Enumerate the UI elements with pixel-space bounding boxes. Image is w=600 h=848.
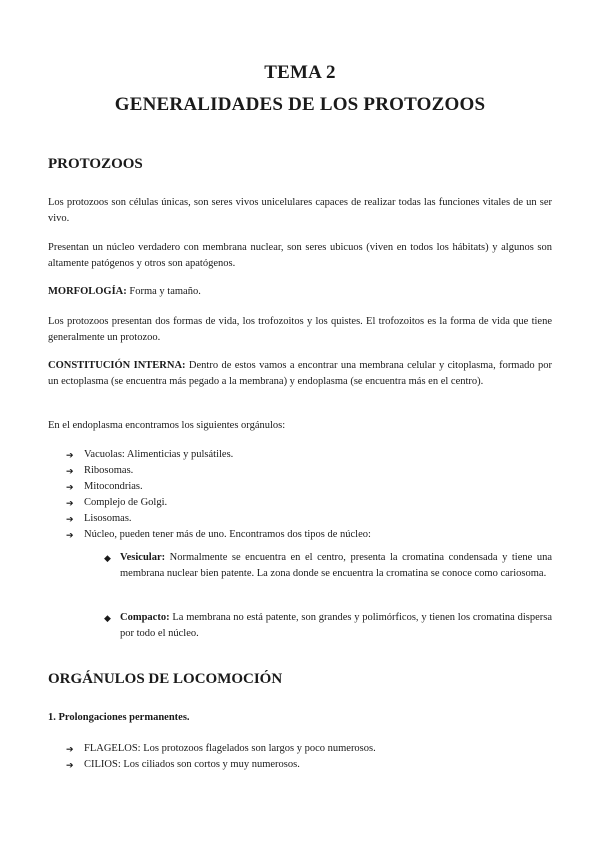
diamond-icon: ◆	[104, 553, 111, 563]
list-item	[66, 527, 552, 543]
compacto-text: La membrana no está patente, son grandes y polimórficos, y tienen los cromatina dispersa por todo el núcleo.	[120, 612, 552, 639]
compacto-label: Compacto:	[120, 612, 170, 623]
arrow-icon: ➔	[66, 482, 74, 492]
list-item-text: Mitocondrias.	[84, 481, 143, 492]
paragraph-constitucion	[48, 358, 552, 390]
title-line-2: GENERALIDADES DE LOS PROTOZOOS	[114, 94, 486, 115]
list-item	[66, 757, 552, 773]
section-heading-locomocion: ORGÁNULOS DE LOCOMOCIÓN	[48, 671, 283, 687]
paragraph-morfologia	[48, 284, 552, 300]
paragraph-2: Presentan un núcleo verdadero con membrana nuclear, son seres ubicuos (viven en todos los hábitats) y algunos son altamente patógenos y otros son apatógenos.	[48, 242, 552, 269]
list-item-text: FLAGELOS: Los protozoos flagelados son largos y poco numerosos.	[84, 743, 376, 754]
arrow-icon: ➔	[66, 498, 74, 508]
arrow-icon: ➔	[66, 514, 74, 524]
arrow-icon: ➔	[66, 466, 74, 476]
list-item	[66, 511, 552, 527]
list-item-text: Lisosomas.	[84, 513, 132, 524]
list-item-text: Vacuolas: Alimenticias y pulsátiles.	[84, 449, 234, 460]
arrow-icon: ➔	[66, 744, 74, 754]
paragraph-4: En el endoplasma encontramos los siguientes orgánulos:	[48, 420, 286, 431]
constitucion-label: CONSTITUCIÓN INTERNA:	[48, 360, 186, 371]
list-item	[66, 741, 552, 757]
list-item-text: Núcleo, pueden tener más de uno. Encontramos dos tipos de núcleo:	[84, 529, 371, 540]
constitucion-text: Dentro de estos vamos a encontrar una membrana celular y citoplasma, formado por un ectoplasma (se encuentra más pegado a la membrana) y endoplasma (se encuentra más en el centro).	[48, 360, 552, 387]
locomocion-list	[66, 741, 552, 773]
list-item-text: Ribosomas.	[84, 465, 134, 476]
vesicular-text: Normalmente se encuentra en el centro, presenta la cromatina condensada y tiene una membrana nuclear bien patente. La zona donde se encuentra la cromatina se conoce como cariosoma.	[120, 552, 552, 579]
nucleo-vesicular	[104, 550, 552, 582]
arrow-icon: ➔	[66, 530, 74, 540]
list-item	[66, 463, 552, 479]
list-item-text: Complejo de Golgi.	[84, 497, 168, 508]
vesicular-label: Vesicular:	[120, 552, 166, 563]
morfologia-label: MORFOLOGÍA:	[48, 286, 127, 297]
organulos-list	[66, 447, 552, 543]
list-item	[66, 479, 552, 495]
list-item	[66, 495, 552, 511]
paragraph-1: Los protozoos son células únicas, son seres vivos unicelulares capaces de realizar todas las funciones vitales de un ser vivo.	[48, 197, 552, 224]
subheading-prolongaciones: 1. Prolongaciones permanentes.	[48, 712, 190, 723]
diamond-icon: ◆	[104, 613, 111, 623]
list-item	[66, 447, 552, 463]
morfologia-text: Forma y tamaño.	[126, 286, 201, 297]
list-item-text: CILIOS: Los ciliados son cortos y muy numerosos.	[84, 759, 300, 770]
nucleo-compacto	[104, 610, 552, 642]
arrow-icon: ➔	[66, 450, 74, 460]
title-line-1: TEMA 2	[264, 62, 336, 83]
arrow-icon: ➔	[66, 760, 74, 770]
paragraph-3: Los protozoos presentan dos formas de vida, los trofozoitos y los quistes. El trofozoitos es la forma de vida que tiene generalmente un protozoo.	[48, 316, 552, 343]
section-heading-protozoos: PROTOZOOS	[48, 156, 143, 172]
